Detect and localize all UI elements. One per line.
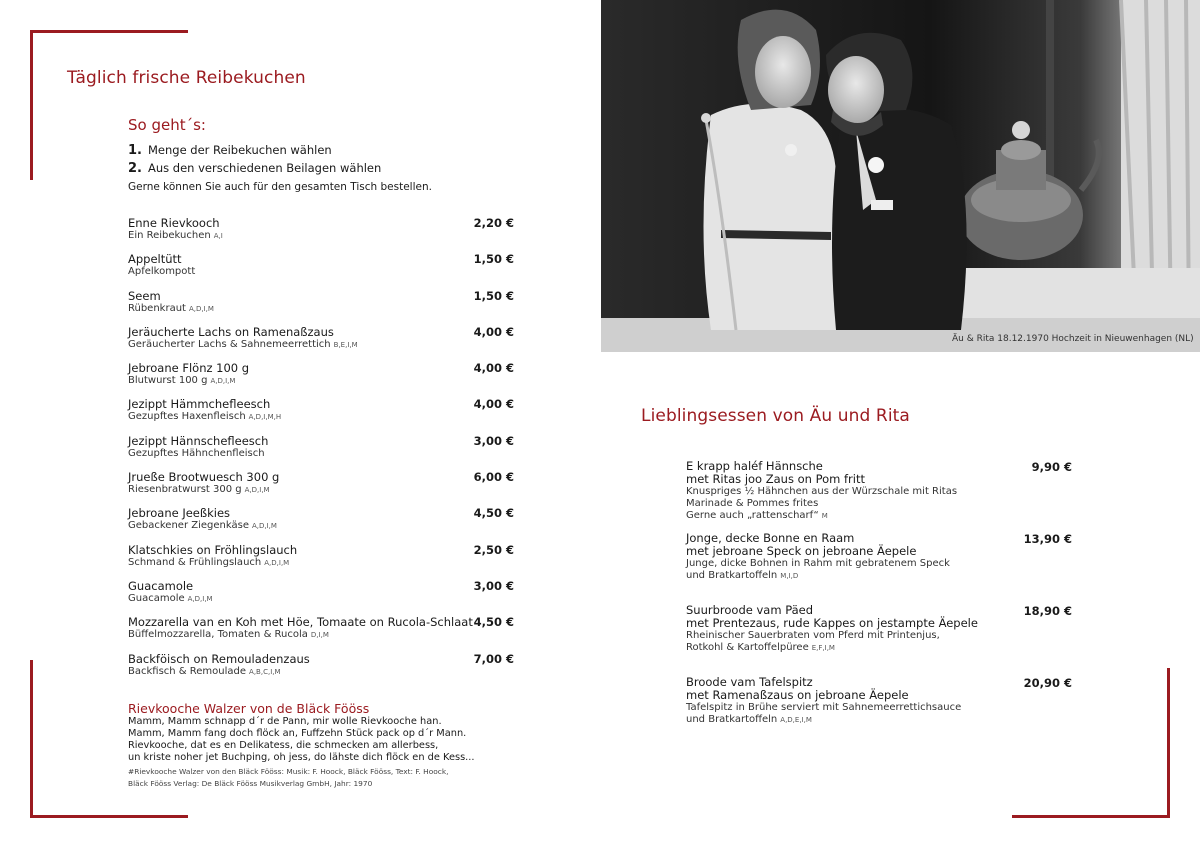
item-allergens: A,D,I,M — [187, 594, 213, 603]
favorite-description — [686, 630, 1074, 642]
favorite-name-line2: met jebroane Speck on jebroane Äepele — [686, 544, 917, 558]
item-description — [128, 484, 270, 495]
item-description-text: Rübenkraut — [128, 302, 186, 314]
favorite-description-text: Knuspriges ½ Hähnchen aus der Würzschale mit Ritas — [686, 486, 958, 497]
favorite-description-text: Rotkohl & Kartoffelpüree — [686, 642, 809, 653]
item-price: 1,50 € — [473, 252, 514, 267]
item-price: 4,00 € — [473, 324, 514, 339]
favorite-name-line2: met Ramenaßzaus on jebroane Äepele — [686, 688, 909, 702]
item-name: Jezippt Hämmchefleesch — [128, 397, 271, 412]
item-allergens: A,D,I,M,H — [248, 413, 282, 422]
favorite-description — [686, 642, 1074, 654]
favorite-description — [686, 714, 1074, 726]
item-price: 4,00 € — [473, 361, 514, 376]
menu-item — [128, 652, 516, 688]
favorite-name-line2: met Ritas joo Zaus on Pom fritt — [686, 472, 866, 486]
item-name: Enne Rievkooch — [128, 216, 220, 230]
frame-bottom-right-vertical — [1167, 668, 1170, 818]
item-allergens: B,E,I,M — [333, 340, 358, 349]
favorite-description-text: Tafelspitz in Brühe serviert mit Sahnemeerrettichsauce — [686, 702, 962, 713]
song-lyrics — [128, 716, 475, 764]
frame-top-left-vertical — [30, 30, 33, 180]
favorite-item — [686, 676, 1074, 748]
item-description — [128, 593, 213, 604]
item-name: Guacamole — [128, 578, 194, 593]
item-description-text: Guacamole — [128, 592, 185, 604]
item-description — [128, 629, 329, 640]
menu-item — [128, 252, 516, 288]
menu-item — [128, 615, 516, 651]
favorite-description — [686, 486, 1074, 498]
step-number: 1. — [128, 143, 142, 158]
favorite-item — [686, 460, 1074, 532]
favorite-description-text: Gerne auch „rattenscharf“ — [686, 510, 819, 521]
item-allergens: A,B,C,I,M — [249, 667, 281, 676]
favorite-description-text: und Bratkartoffeln — [686, 714, 778, 725]
item-name: Backföisch on Remouladenzaus — [128, 651, 310, 666]
credit-line: Bläck Fööss Verlag: De Bläck Fööss Musikverlag GmbH, Jahr: 1970 — [128, 779, 373, 788]
item-name: Jezippt Hännschefleesch — [128, 433, 269, 448]
item-description-text: Schmand & Frühlingslauch — [128, 556, 262, 568]
step-text: Aus den verschiedenen Beilagen wählen — [147, 161, 382, 175]
favorite-item — [686, 532, 1074, 604]
menu-item — [128, 470, 516, 506]
favorite-name: Broode vam Tafelspitz — [686, 675, 813, 689]
item-description-text: Blutwurst 100 g — [128, 375, 208, 387]
favorite-description — [686, 498, 1074, 510]
favorite-allergens: M,I,D — [780, 572, 799, 580]
howto-title: So geht´s: — [128, 116, 206, 134]
item-price: 7,00 € — [473, 651, 514, 666]
item-description-text: Gezupftes Haxenfleisch — [128, 411, 246, 423]
item-description — [128, 666, 281, 677]
favorite-description-text: Junge, dicke Bohnen in Rahm mit gebratenem Speck — [686, 558, 950, 569]
item-description — [128, 339, 358, 350]
section-title-favorites: Lieblingsessen von Äu und Rita — [641, 406, 910, 426]
menu-item — [128, 397, 516, 433]
item-description — [128, 230, 223, 241]
item-allergens: A,D,I,M — [188, 304, 214, 313]
item-allergens: A,D,I,M — [244, 486, 270, 495]
item-description-text: Gezupftes Hähnchenfleisch — [128, 447, 265, 459]
favorite-price: 18,90 € — [1023, 604, 1072, 618]
item-description — [128, 411, 281, 422]
menu-item — [128, 361, 516, 397]
item-description-text: Riesenbratwurst 300 g — [128, 484, 242, 496]
item-price: 1,50 € — [473, 288, 514, 303]
item-price: 4,00 € — [473, 397, 514, 412]
item-allergens: A,D,I,M — [251, 522, 277, 531]
item-price: 2,20 € — [473, 216, 514, 230]
menu-item — [128, 216, 516, 252]
item-description-text: Büffelmozzarella, Tomaten & Rucola — [128, 629, 308, 641]
favorite-name: Suurbroode vam Päed — [686, 603, 814, 617]
menu-item — [128, 506, 516, 542]
order-note: Gerne können Sie auch für den gesamten Tisch bestellen. — [128, 181, 432, 193]
frame-top-left-horizontal — [30, 30, 188, 33]
item-price: 4,50 € — [473, 615, 514, 630]
lyric-line: Rievkooche, dat es en Delikatess, die schmecken am allerbess, — [128, 740, 439, 751]
lyric-line: Mamm, Mamm fang doch flöck an, Fuffzehn Stück pack op d´r Mann. — [128, 728, 467, 739]
favorite-name-line2: met Prentezaus, rude Kappes on jestampte Äepele — [686, 616, 978, 630]
favorite-allergens: M — [821, 512, 828, 520]
favorite-description-text: Rheinischer Sauerbraten vom Pferd mit Printenjus, — [686, 630, 940, 641]
item-description — [128, 266, 198, 277]
wedding-photo — [601, 0, 1200, 352]
item-price: 3,00 € — [473, 578, 514, 593]
favorite-name: E krapp haléf Hännsche — [686, 459, 823, 473]
favorite-price: 9,90 € — [1031, 460, 1072, 474]
favorite-description — [686, 570, 1074, 582]
menu-item — [128, 543, 516, 579]
favorites-menu-list — [686, 460, 1074, 748]
favorite-description — [686, 510, 1074, 522]
item-name: Jeräucherte Lachs on Ramenaßzaus — [128, 324, 334, 339]
item-description-text: Backfisch & Remoulade — [128, 665, 247, 677]
favorite-description-text: Marinade & Pommes frites — [686, 498, 819, 509]
item-allergens: A,D,I,M — [264, 558, 290, 567]
item-description — [128, 303, 214, 314]
item-name: Seem — [128, 288, 161, 303]
song-title: Rievkooche Walzer von de Bläck Fööss — [128, 701, 370, 716]
step-2 — [128, 161, 381, 176]
item-price: 2,50 € — [473, 542, 514, 557]
favorite-item — [686, 604, 1074, 676]
item-price: 6,00 € — [473, 470, 514, 485]
item-price: 3,00 € — [473, 433, 514, 448]
item-price: 4,50 € — [473, 506, 514, 521]
item-allergens: A,I — [213, 232, 223, 240]
lyric-line: Mamm, Mamm schnapp d´r de Pann, mir wolle Rievkooche han. — [128, 716, 442, 727]
item-name: Appeltütt — [128, 252, 182, 267]
item-name: Jebroane Jeeßkies — [128, 506, 231, 521]
favorite-allergens: E,F,I,M — [811, 644, 835, 652]
item-allergens: D,I,M — [310, 631, 329, 640]
step-1 — [128, 143, 332, 158]
item-name: Klatschkies on Fröhlingslauch — [128, 542, 298, 557]
item-description — [128, 375, 235, 386]
song-credit — [128, 766, 448, 790]
lyric-line: un kriste noher jet Buchping, oh jess, do lähste dich flöck en de Kess... — [128, 752, 475, 763]
item-description-text: Ein Reibekuchen — [128, 230, 211, 241]
item-name: Jebroane Flönz 100 g — [128, 361, 250, 376]
frame-bottom-left-vertical — [30, 660, 33, 818]
item-description-text: Apfelkompott — [128, 266, 196, 278]
menu-item — [128, 434, 516, 470]
item-description — [128, 520, 277, 531]
favorite-price: 20,90 € — [1023, 676, 1072, 690]
item-name: Mozzarella van en Koh met Höe, Tomaate on Rucola-Schlaat — [128, 615, 473, 630]
favorite-allergens: A,D,E,I,M — [780, 716, 812, 724]
item-description — [128, 448, 268, 459]
credit-line: #Rievkooche Walzer von den Bläck Fööss: Musik: F. Hoock, Bläck Fööss, Text: F. Hoock, — [128, 767, 449, 776]
wedding-photo-illustration — [601, 0, 1200, 352]
menu-item — [128, 579, 516, 615]
step-text: Menge der Reibekuchen wählen — [147, 143, 332, 157]
favorite-description — [686, 558, 1074, 570]
page-title-reibekuchen: Täglich frische Reibekuchen — [67, 68, 306, 88]
frame-bottom-right-horizontal — [1012, 815, 1170, 818]
frame-bottom-left-horizontal — [30, 815, 188, 818]
favorite-description — [686, 702, 1074, 714]
favorite-description-text: und Bratkartoffeln — [686, 570, 778, 581]
reibekuchen-menu-list — [128, 216, 516, 688]
favorite-price: 13,90 € — [1023, 532, 1072, 546]
menu-item — [128, 289, 516, 325]
favorite-name: Jonge, decke Bonne en Raam — [686, 531, 855, 545]
item-description-text: Gebackener Ziegenkäse — [128, 520, 249, 532]
item-description-text: Geräucherter Lachs & Sahnemeerrettich — [128, 338, 331, 350]
menu-item — [128, 325, 516, 361]
item-description — [128, 557, 289, 568]
photo-caption: Äu & Rita 18.12.1970 Hochzeit in Nieuwenhagen (NL) — [952, 334, 1194, 344]
item-name: Jrueße Brootwuesch 300 g — [128, 470, 280, 485]
step-number: 2. — [128, 161, 142, 176]
item-allergens: A,D,I,M — [210, 377, 236, 386]
